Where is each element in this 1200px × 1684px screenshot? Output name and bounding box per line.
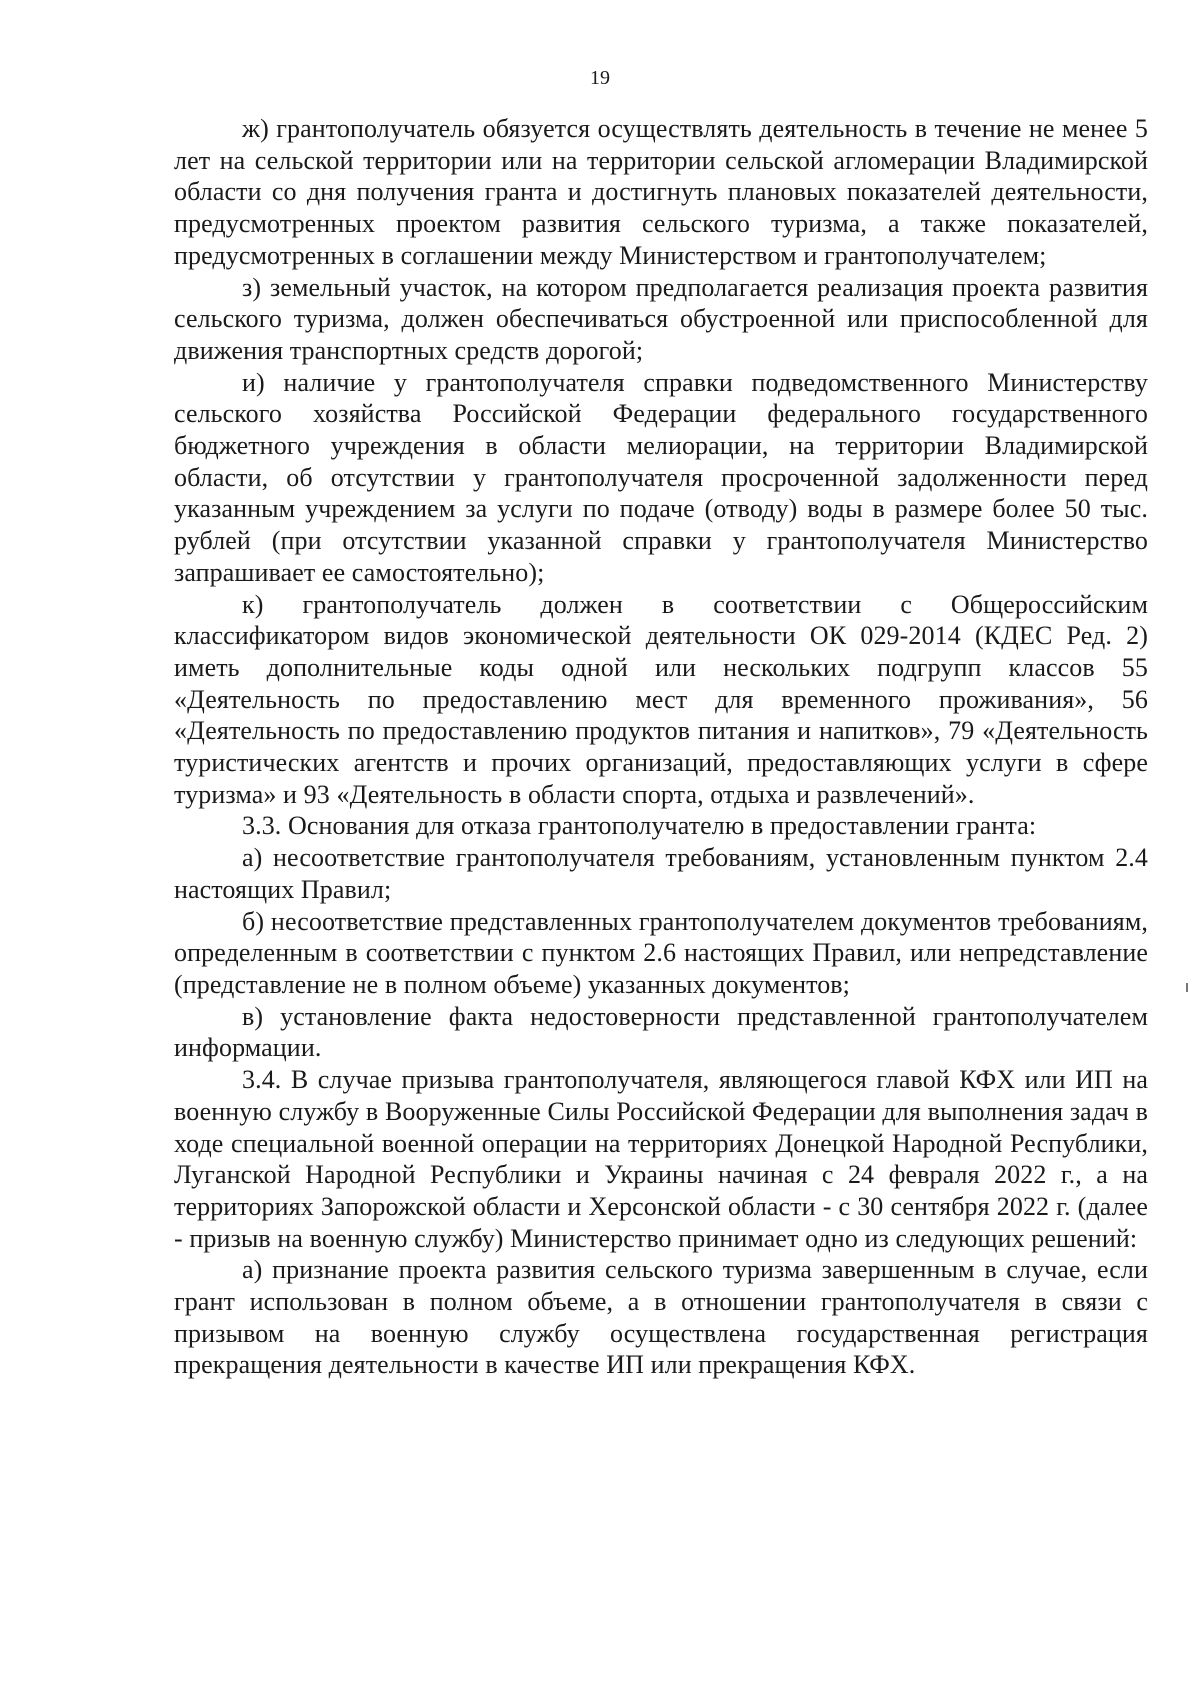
document-body (174, 113, 1148, 1381)
page-number: 19 (590, 67, 610, 89)
paragraph-z-land-plot-road: з) земельный участок, на котором предполагается реализация проекта развития сельского туризма, должен обеспечиваться обустроенной или приспособленной для движения транспортных средств дорогой; (174, 272, 1148, 365)
paragraph-3-3-a-noncompliance: а) несоответствие грантополучателя требованиям, установленным пунктом 2.4 настоящих Правил; (174, 843, 1148, 904)
paragraph-3-4-a-project-completed: а) признание проекта развития сельского туризма завершенным в случае, если грант использован в полном объеме, а в отношении грантополучателя в связи с призывом на военную службу осуществлена государственная регистрация прекращения деятельности в качестве ИП или прекращения КФХ. (174, 1255, 1148, 1380)
scan-mark (1186, 983, 1188, 992)
paragraph-3-3-v-false-info: в) установление факта недостоверности представленной грантополучателем информации. (174, 1001, 1148, 1063)
paragraph-3-3-b-documents: б) несоответствие представленных грантополучателем документов требованиям, определенным в соответствии с пунктом 2.6 настоящих Правил, или непредставление (представление не в полном объеме) указанных документов; (174, 906, 1148, 999)
paragraph-3-3-refusal-grounds: 3.3. Основания для отказа грантополучателю в предоставлении гранта: (242, 811, 1037, 841)
paragraph-3-4-military-service: 3.4. В случае призыва грантополучателя, являющегося главой КФХ или ИП на военную службу в Вооруженные Силы Российской Федерации для выполнения задач в ходе специальной военной операции на территориях Донецкой Народной Республики, Луганской Народной Республики и Украины начиная с 24 февраля 2022 г., а на территориях Запорожской области и Херсонской области - с 30 сентября 2022 г. (далее - призыв на военную службу) Министерство принимает одно из следующих решений: (174, 1065, 1148, 1253)
paragraph-k-okved-codes: к) грантополучатель должен в соответствии с Общероссийским классификатором видов экономической деятельности ОК 029-2014 (КДЕС Ред. 2) иметь дополнительные коды одной или нескольких подгрупп классов 55 «Деятельность по предоставлению мест для временного проживания», 56 «Деятельность по предоставлению продуктов питания и напитков», 79 «Деятельность туристических агентств и прочих организаций, предоставляющих услуги в сфере туризма» и 93 «Деятельность в области спорта, отдыха и развлечений». (174, 589, 1148, 809)
paragraph-zh-activity-obligation: ж) грантополучатель обязуется осуществлять деятельность в течение не менее 5 лет на сельской территории или на территории сельской агломерации Владимирской области со дня получения гранта и достигнуть плановых показателей деятельности, предусмотренных проектом развития сельского туризма, а также показателей, предусмотренных в соглашении между Министерством и грантополучателем; (174, 114, 1148, 270)
paragraph-i-debt-certificate: и) наличие у грантополучателя справки подведомственного Министерству сельского хозяйства Российской Федерации федерального государственного бюджетного учреждения в области мелиорации, на территории Владимирской области, об отсутствии у грантополучателя просроченной задолженности перед указанным учреждением за услуги по подаче (отводу) воды в размере более 50 тыс. рублей (при отсутствии указанной справки у грантополучателя Министерство запрашивает ее самостоятельно); (174, 367, 1148, 587)
